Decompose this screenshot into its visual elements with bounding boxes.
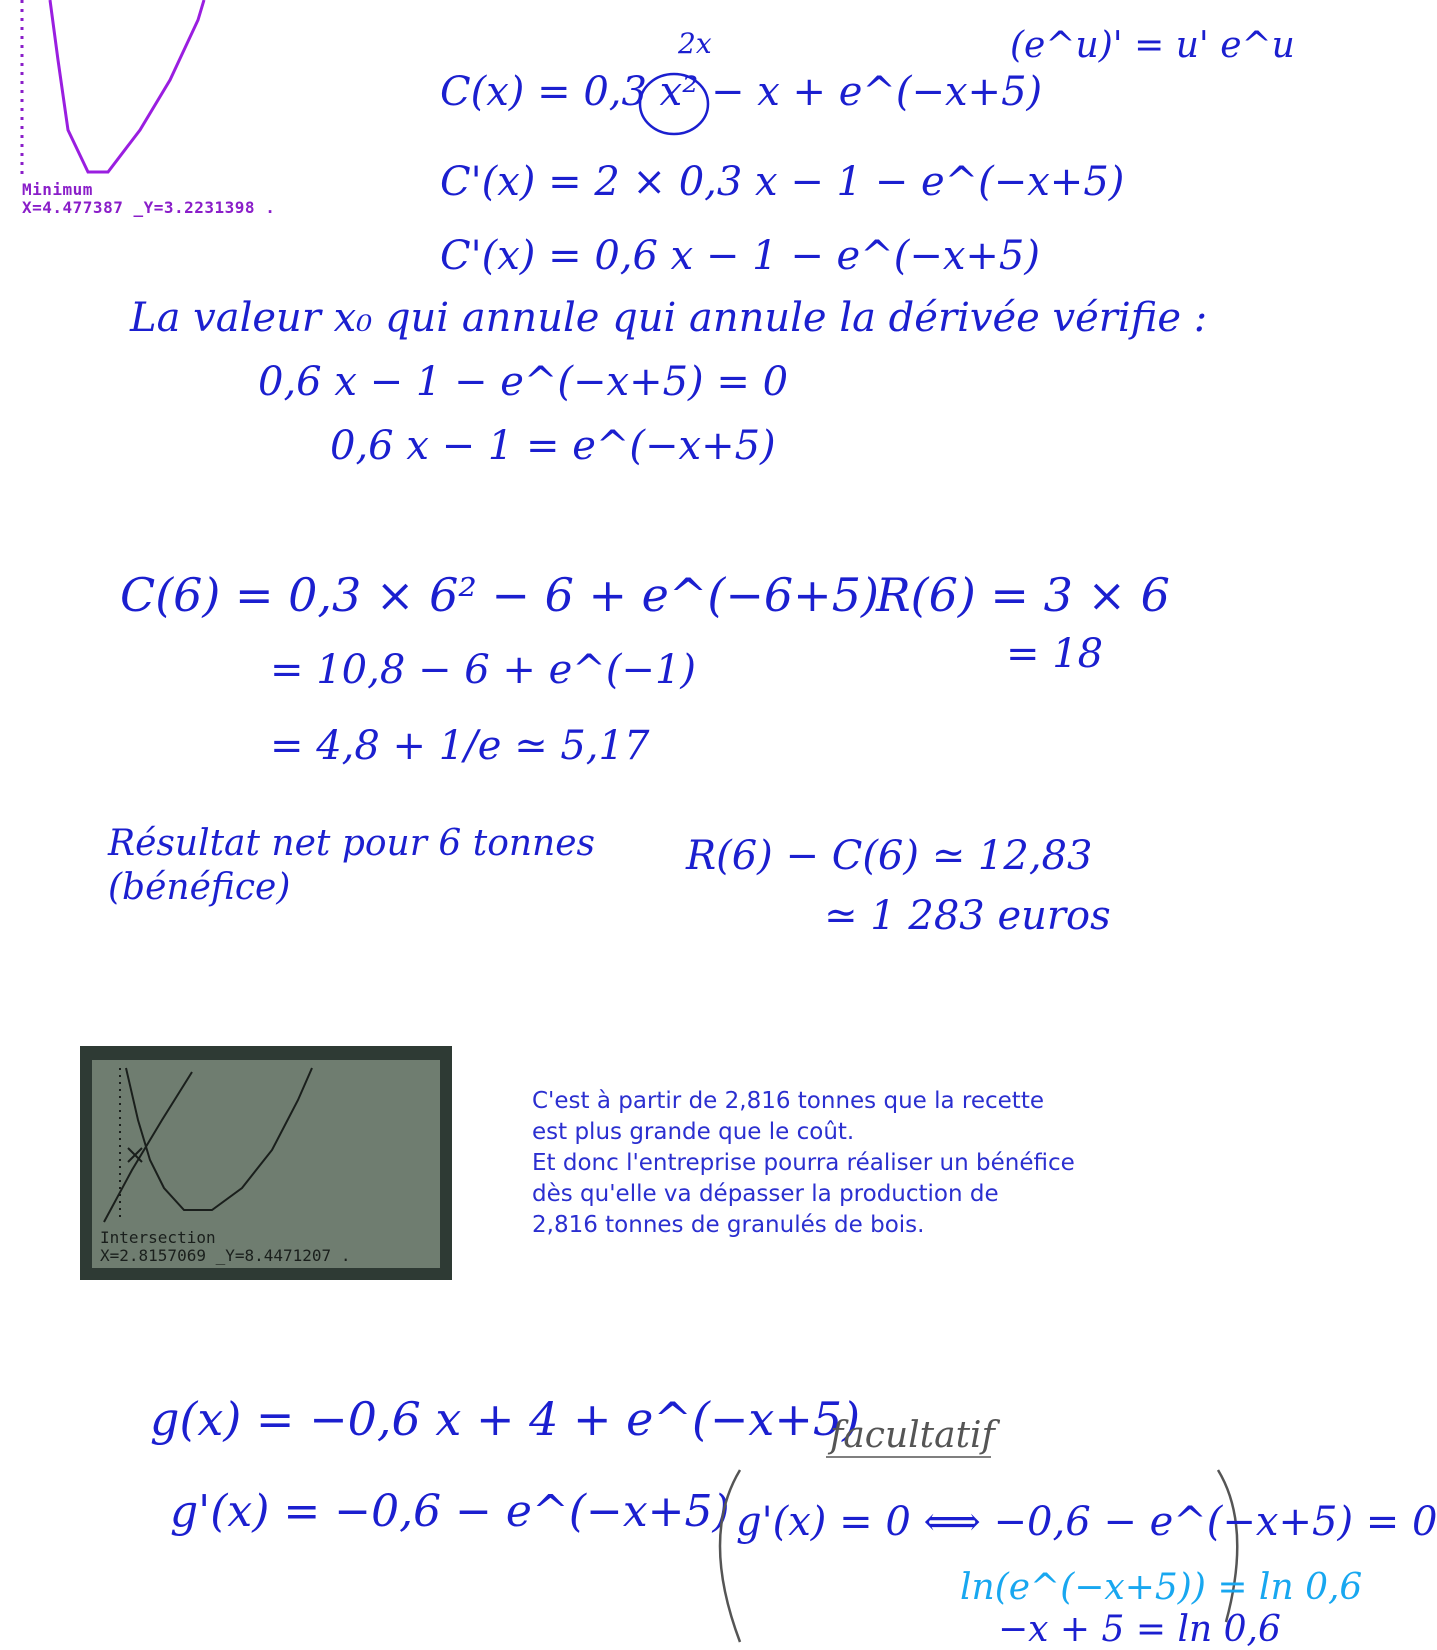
cost-derivative-1: C'(x) = 2 × 0,3 x − 1 − e^(−x+5) <box>440 159 1125 205</box>
derivative-sentence: La valeur x₀ qui annule qui annule la dérivée vérifie : <box>130 295 1208 341</box>
intersection-readout: X=2.8157069 _Y=8.4471207 . <box>100 1246 351 1265</box>
cost-curve <box>126 1068 312 1210</box>
circle-annotation: 2x <box>678 27 712 60</box>
c6-line-3: = 4,8 + 1/e ≃ 5,17 <box>270 723 650 769</box>
c6-line-1: C(6) = 0,3 × 6² − 6 + e^(−6+5) <box>120 568 879 622</box>
c6-line-2: = 10,8 − 6 + e^(−1) <box>270 647 696 693</box>
conclusion-text <box>532 1086 1132 1241</box>
result-value-1: R(6) − C(6) ≃ 12,83 <box>686 833 1093 879</box>
r6-line-2: = 18 <box>1006 631 1104 677</box>
conclusion-line-5: 2,816 tonnes de granulés de bois. <box>532 1212 925 1238</box>
result-label-2: (bénéfice) <box>108 867 291 908</box>
calculator-intersection-screen <box>80 1046 452 1280</box>
left-parenthesis <box>700 1466 760 1646</box>
derivative-rule: (e^u)' = u' e^u <box>1010 25 1295 66</box>
cost-function: C(x) = 0,3 x² − x + e^(−x+5) <box>440 69 1043 115</box>
conclusion-line-4: dès qu'elle va dépasser la production de <box>532 1181 999 1207</box>
minimum-title: Minimum <box>22 180 93 199</box>
equation-2: 0,6 x − 1 = e^(−x+5) <box>330 423 776 469</box>
result-label: Résultat net pour 6 tonnes <box>108 823 596 864</box>
optional-line-2: ln(e^(−x+5)) = ln 0,6 <box>960 1567 1363 1608</box>
calculator-lcd <box>92 1060 440 1268</box>
r6-line-1: R(6) = 3 × 6 <box>876 568 1170 622</box>
calculator-minimum-graph <box>0 0 330 230</box>
g-function: g(x) = −0,6 x + 4 + e^(−x+5) <box>150 1392 861 1446</box>
minimum-readout: X=4.477387 _Y=3.2231398 . <box>22 198 276 217</box>
conclusion-line-3: Et donc l'entreprise pourra réaliser un bénéfice <box>532 1150 1075 1176</box>
circle-highlight <box>636 70 716 136</box>
conclusion-line-2: est plus grande que le coût. <box>532 1119 855 1145</box>
optional-line-3: −x + 5 = ln 0,6 <box>998 1609 1281 1650</box>
cost-derivative-2: C'(x) = 0,6 x − 1 − e^(−x+5) <box>440 233 1040 279</box>
revenue-line <box>104 1072 192 1222</box>
parabola-curve <box>50 0 204 172</box>
optional-line-1: g'(x) = 0 ⟺ −0,6 − e^(−x+5) = 0 <box>736 1499 1437 1545</box>
optional-title: facultatif <box>830 1415 995 1456</box>
intersection-title: Intersection <box>100 1228 216 1247</box>
equation-1: 0,6 x − 1 − e^(−x+5) = 0 <box>258 359 789 405</box>
result-value-2: ≃ 1 283 euros <box>824 893 1111 939</box>
g-derivative: g'(x) = −0,6 − e^(−x+5) <box>170 1486 730 1537</box>
conclusion-line-1: C'est à partir de 2,816 tonnes que la recette <box>532 1088 1044 1114</box>
optional-underline <box>826 1452 996 1462</box>
